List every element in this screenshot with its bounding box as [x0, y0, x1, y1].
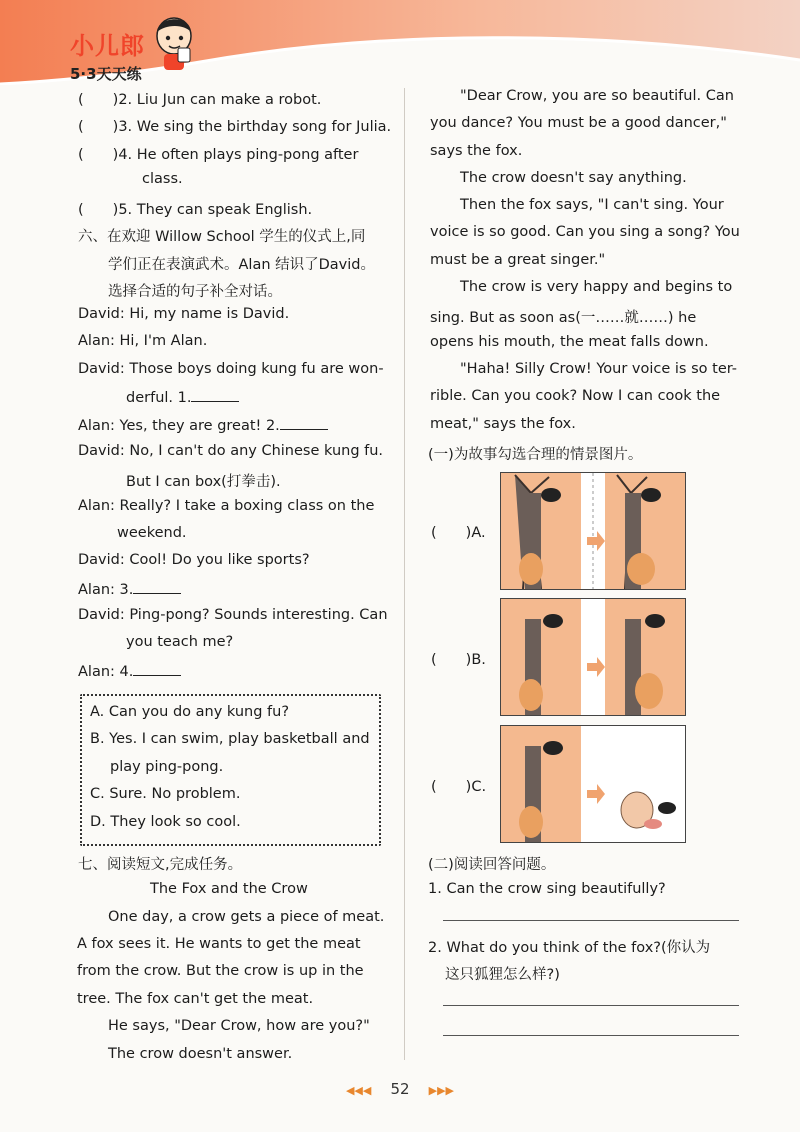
section6-title-1: 六、在欢迎 Willow School 学生的仪式上,同 — [78, 229, 366, 245]
dialogue-text: Hi, my name is David. — [129, 306, 290, 322]
dialogue-line — [78, 662, 181, 680]
tf-item-text: 2. Liu Jun can make a robot. — [118, 92, 322, 108]
story-line: The crow doesn't say anything. — [460, 170, 687, 186]
picture-label: A. — [471, 525, 486, 541]
speaker: David: — [78, 361, 125, 377]
dialogue-line — [78, 416, 328, 434]
dialogue-line — [78, 580, 181, 598]
tf-answer-paren[interactable]: ( ) — [78, 92, 119, 108]
dialogue-line — [78, 306, 289, 322]
story-title: The Fox and the Crow — [150, 881, 308, 897]
option-a: A. Can you do any kung fu? — [90, 704, 290, 720]
page-footer — [0, 1079, 800, 1098]
picture-answer-paren[interactable]: ( ) — [431, 779, 472, 795]
dialogue-text: 4. — [119, 664, 134, 680]
picture-b-choice — [431, 648, 486, 669]
tf-answer-paren[interactable]: ( ) — [78, 202, 119, 218]
answer-line-3[interactable] — [443, 1035, 739, 1036]
dialogue-line — [78, 361, 384, 377]
dialogue-line — [78, 443, 383, 459]
page-header — [0, 0, 800, 85]
brand-subtitle: 5·3天天练 — [70, 65, 142, 83]
speaker: Alan: — [78, 582, 115, 598]
tf-item-5 — [78, 198, 312, 219]
picture-a — [500, 472, 686, 590]
task1-title: (一)为故事勾选合理的情景图片。 — [428, 447, 643, 463]
answer-line-2[interactable] — [443, 1005, 739, 1006]
prev-arrows-icon: ◀◀◀ — [345, 1084, 372, 1097]
story-line: tree. The fox can't get the meat. — [77, 991, 314, 1007]
answer-blank-1[interactable] — [191, 388, 239, 402]
dialogue-text: No, I can't do any Chinese kung fu. — [129, 443, 384, 459]
dialogue-text: Yes, they are great! 2. — [119, 418, 280, 434]
speaker: Alan: — [78, 664, 115, 680]
story-line: The crow is very happy and begins to — [460, 279, 733, 295]
story-line: "Dear Crow, you are so beautiful. Can — [460, 88, 734, 104]
story-line: meat," says the fox. — [430, 416, 576, 432]
story-line: Then the fox says, "I can't sing. Your — [460, 197, 724, 213]
tf-item-3 — [78, 115, 391, 136]
story-line: rible. Can you cook? Now I can cook the — [430, 388, 721, 404]
dialogue-line — [78, 607, 388, 623]
story-line: The crow doesn't answer. — [108, 1046, 293, 1062]
next-arrows-icon: ▶▶▶ — [428, 1084, 455, 1097]
story-line: sing. But as soon as(一……就……) he — [430, 310, 697, 326]
tf-item-text: 4. He often plays ping-pong after — [118, 147, 359, 163]
option-b: B. Yes. I can swim, play basketball and — [90, 731, 370, 747]
answer-blank-2[interactable] — [280, 416, 328, 430]
fox-crow-illustration — [501, 726, 685, 842]
dialogue-line — [78, 333, 207, 349]
story-line: says the fox. — [430, 143, 523, 159]
section6-title-3: 选择合适的句子补全对话。 — [108, 284, 282, 300]
brand-logo — [70, 26, 145, 84]
story-line: One day, a crow gets a piece of meat. — [108, 909, 385, 925]
picture-a-choice — [431, 521, 486, 542]
task2-title: (二)阅读回答问题。 — [428, 857, 556, 873]
picture-answer-paren[interactable]: ( ) — [431, 652, 472, 668]
picture-c-choice — [431, 775, 486, 796]
story-line: from the crow. But the crow is up in the — [77, 963, 364, 979]
dialogue-line-cont: weekend. — [117, 525, 187, 541]
fox-crow-illustration — [501, 473, 685, 589]
question-1: 1. Can the crow sing beautifully? — [428, 881, 666, 897]
speaker: Alan: — [78, 418, 115, 434]
speaker: Alan: — [78, 498, 115, 514]
dialogue-text: Hi, I'm Alan. — [119, 333, 208, 349]
dialogue-text: Really? I take a boxing class on the — [119, 498, 375, 514]
dialogue-line — [78, 552, 310, 568]
speaker: David: — [78, 306, 125, 322]
tf-answer-paren[interactable]: ( ) — [78, 147, 119, 163]
column-divider — [404, 88, 405, 1060]
tf-answer-paren[interactable]: ( ) — [78, 119, 119, 135]
dialogue-text: Those boys doing kung fu are won- — [129, 361, 384, 377]
story-line: you dance? You must be a good dancer," — [430, 115, 727, 131]
speaker: David: — [78, 552, 125, 568]
answer-blank-3[interactable] — [133, 580, 181, 594]
question-2-cont: 这只狐狸怎么样?) — [445, 967, 560, 983]
tf-item-text: 5. They can speak English. — [118, 202, 313, 218]
dialogue-text: Cool! Do you like sports? — [129, 552, 310, 568]
tf-item-4-cont: class. — [142, 171, 183, 187]
story-line: must be a great singer." — [430, 252, 606, 268]
section7-title: 七、阅读短文,完成任务。 — [78, 857, 243, 873]
dialogue-text: Ping-pong? Sounds interesting. Can — [129, 607, 388, 623]
picture-c — [500, 725, 686, 843]
question-2: 2. What do you think of the fox?(你认为 — [428, 940, 711, 956]
dialogue-line-cont: But I can box(打拳击). — [126, 474, 281, 490]
picture-label: C. — [471, 779, 487, 795]
dialogue-line — [78, 498, 374, 514]
option-d: D. They look so cool. — [90, 814, 241, 830]
page-number: 52 — [390, 1080, 410, 1098]
story-line: He says, "Dear Crow, how are you?" — [108, 1018, 370, 1034]
picture-label: B. — [471, 652, 486, 668]
story-line: A fox sees it. He wants to get the meat — [77, 936, 361, 952]
picture-b — [500, 598, 686, 716]
dialogue-text: derful. 1. — [126, 390, 192, 406]
option-c: C. Sure. No problem. — [90, 786, 241, 802]
answer-line-1[interactable] — [443, 920, 739, 921]
mascot-icon — [150, 10, 198, 72]
section6-title-2: 学们正在表演武术。Alan 结识了David。 — [108, 257, 375, 273]
story-line: opens his mouth, the meat falls down. — [430, 334, 709, 350]
option-b-cont: play ping-pong. — [110, 759, 224, 775]
dialogue-line-cont — [126, 388, 239, 406]
answer-blank-4[interactable] — [133, 662, 181, 676]
picture-answer-paren[interactable]: ( ) — [431, 525, 472, 541]
tf-item-4 — [78, 143, 358, 164]
speaker: David: — [78, 443, 125, 459]
tf-item-2 — [78, 88, 321, 109]
fox-crow-illustration — [501, 599, 685, 715]
speaker: David: — [78, 607, 125, 623]
dialogue-text: 3. — [119, 582, 134, 598]
story-line: voice is so good. Can you sing a song? You — [430, 224, 740, 240]
brand-name: 小儿郎 — [70, 32, 145, 60]
dialogue-line-cont: you teach me? — [126, 634, 234, 650]
speaker: Alan: — [78, 333, 115, 349]
tf-item-text: 3. We sing the birthday song for Julia. — [118, 119, 392, 135]
story-line: "Haha! Silly Crow! Your voice is so ter- — [460, 361, 738, 377]
